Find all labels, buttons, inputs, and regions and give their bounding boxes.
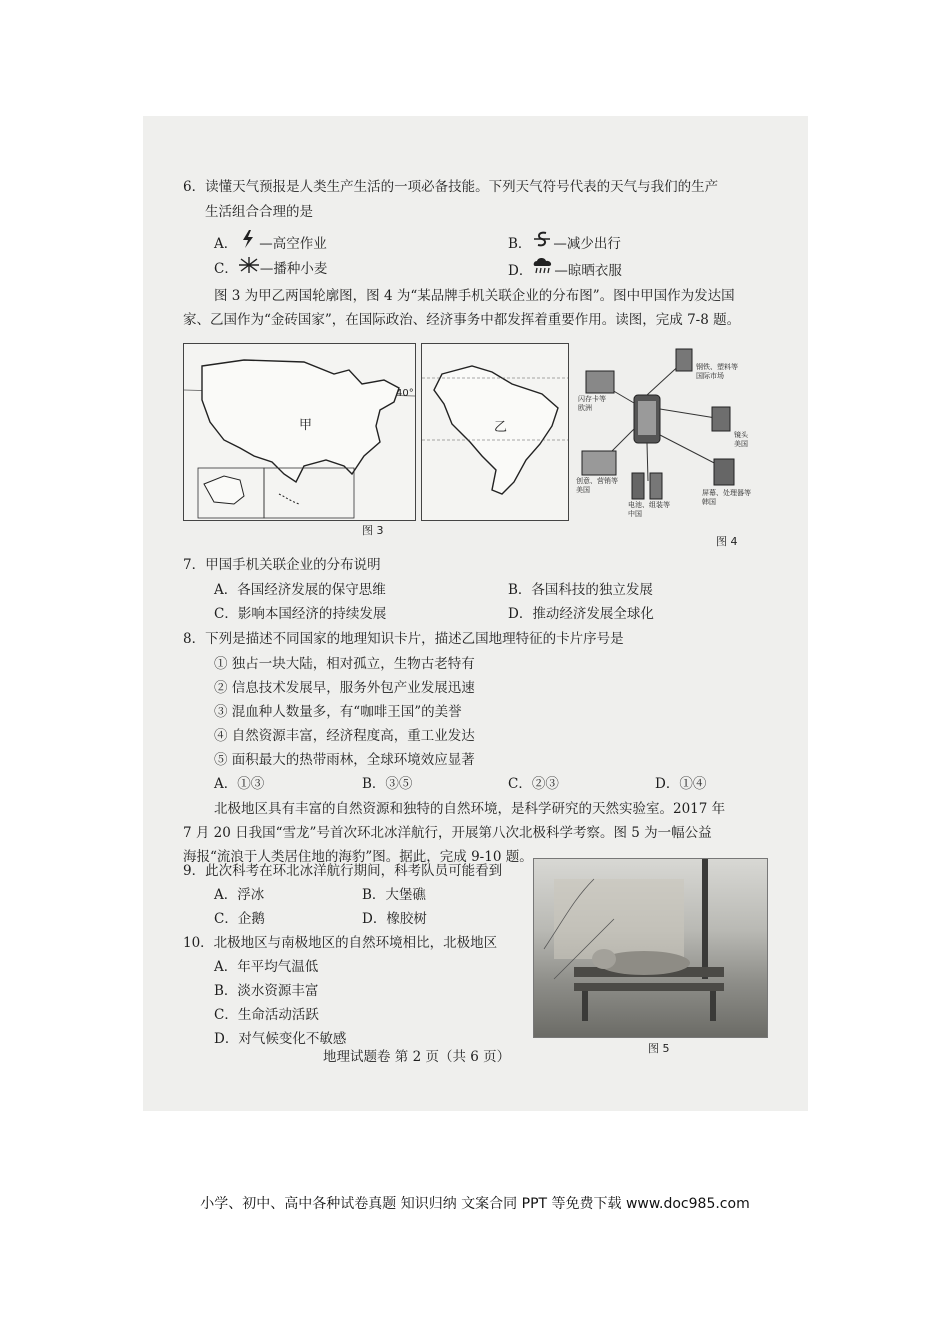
q9-option-c: C．企鹅 <box>214 911 265 927</box>
latitude-label: 40° <box>396 388 414 399</box>
q7-option-c: C．影响本国经济的持续发展 <box>214 606 387 622</box>
q8-option-d: D．①④ <box>655 776 707 792</box>
intro910-line2: 7 月 20 日我国“雪龙”号首次环北冰洋航行，开展第八次北极科学考察。图 5 为一幅公益 <box>183 825 712 841</box>
site-footer: 小学、初中、高中各种试卷真题 知识归纳 文案合同 PPT 等免费下载 www.doc985.com <box>200 1196 750 1212</box>
exam-page-footer: 地理试题卷 第 2 页（共 6 页） <box>323 1049 511 1065</box>
seal-on-bench-illustration <box>534 859 767 1037</box>
q8-card-4: ④ 自然资源丰富，经济程度高，重工业发达 <box>214 728 475 744</box>
q6-option-c: C． —播种小麦 <box>214 257 327 278</box>
label-design-usa: 创意、营销等 美国 <box>576 477 618 494</box>
intro910-line1: 北极地区具有丰富的自然资源和独特的自然环境，是科学研究的天然实验室。2017 年 <box>214 801 726 817</box>
rain-cloud-icon <box>532 257 554 280</box>
q8-option-c: C．②③ <box>508 776 559 792</box>
intro78-line2: 家、乙国作为“金砖国家”，在国际政治、经济事务中都发挥着重要作用。读图，完成 7-8 题。 <box>183 312 741 328</box>
q10-option-d: D．对气候变化不敏感 <box>214 1031 347 1047</box>
figure3-caption: 图 3 <box>362 524 384 537</box>
intro910-line3: 海报“流浪于人类居住地的海豹”图。据此，完成 9-10 题。 <box>183 849 533 865</box>
lightning-icon <box>237 230 259 253</box>
intro78-line1: 图 3 为甲乙两国轮廓图，图 4 为“某品牌手机关联企业的分布图”。图中甲国作为发达国 <box>214 288 735 304</box>
q9-option-b: B．大堡礁 <box>362 887 426 903</box>
q9-stem: 9．此次科考在环北冰洋航行期间，科考队员可能看到 <box>183 863 503 879</box>
q10-option-c: C．生命活动活跃 <box>214 1007 319 1023</box>
q8-card-2: ② 信息技术发展早，服务外包产业发展迅速 <box>214 680 475 696</box>
q7-option-a: A．各国经济发展的保守思维 <box>214 582 386 598</box>
figure4-caption: 图 4 <box>716 535 738 548</box>
q7-option-b: B．各国科技的独立发展 <box>508 582 653 598</box>
country-label-yi: 乙 <box>494 420 508 435</box>
q6-option-d: D． —晾晒衣服 <box>508 257 622 280</box>
label-flash-europe: 闪存卡等 欧洲 <box>578 395 606 412</box>
q8-option-a: A．①③ <box>214 776 265 792</box>
figure3-usa-map <box>183 343 416 521</box>
q8-card-1: ① 独占一块大陆，相对孤立，生物古老特有 <box>214 656 475 672</box>
figure3-brazil-map <box>421 343 569 521</box>
q9-option-a: A．浮冰 <box>214 887 265 903</box>
sandstorm-icon <box>531 230 553 253</box>
q10-option-b: B．淡水资源丰富 <box>214 983 319 999</box>
q7-stem: 7．甲国手机关联企业的分布说明 <box>183 557 381 573</box>
q8-card-5: ⑤ 面积最大的热带雨林，全球环境效应显著 <box>214 752 475 768</box>
q8-option-b: B．③⑤ <box>362 776 413 792</box>
figure5-caption: 图 5 <box>648 1042 670 1055</box>
q10-option-a: A．年平均气温低 <box>214 959 319 975</box>
q6-stem-line2: 生活组合合理的是 <box>205 204 313 220</box>
q6-option-b: B． —减少出行 <box>508 230 621 253</box>
label-screen-korea: 屏幕、处理器等 韩国 <box>702 489 751 506</box>
figure4-phone-supply-chain <box>572 343 768 521</box>
label-battery-china: 电池、组装等 中国 <box>628 501 670 518</box>
q6-option-a: A． —高空作业 <box>214 230 327 253</box>
country-label-jia: 甲 <box>299 418 313 433</box>
q7-option-d: D．推动经济发展全球化 <box>508 606 654 622</box>
q8-stem: 8．下列是描述不同国家的地理知识卡片，描述乙国地理特征的卡片序号是 <box>183 631 624 647</box>
q8-card-3: ③ 混血种人数量多，有“咖啡王国”的美誉 <box>214 704 462 720</box>
q6-stem-line1: 6．读懂天气预报是人类生产生活的一项必备技能。下列天气符号代表的天气与我们的生产 <box>183 179 719 195</box>
q10-stem: 10．北极地区与南极地区的自然环境相比，北极地区 <box>183 935 498 951</box>
snow-icon <box>238 257 260 278</box>
q9-option-d: D．橡胶树 <box>362 911 427 927</box>
label-steel-plastic-intl: 钢铁、塑料等 国际市场 <box>696 363 738 380</box>
figure5-seal-poster-photo <box>533 858 768 1038</box>
label-lens-usa: 镜头 美国 <box>734 431 748 448</box>
